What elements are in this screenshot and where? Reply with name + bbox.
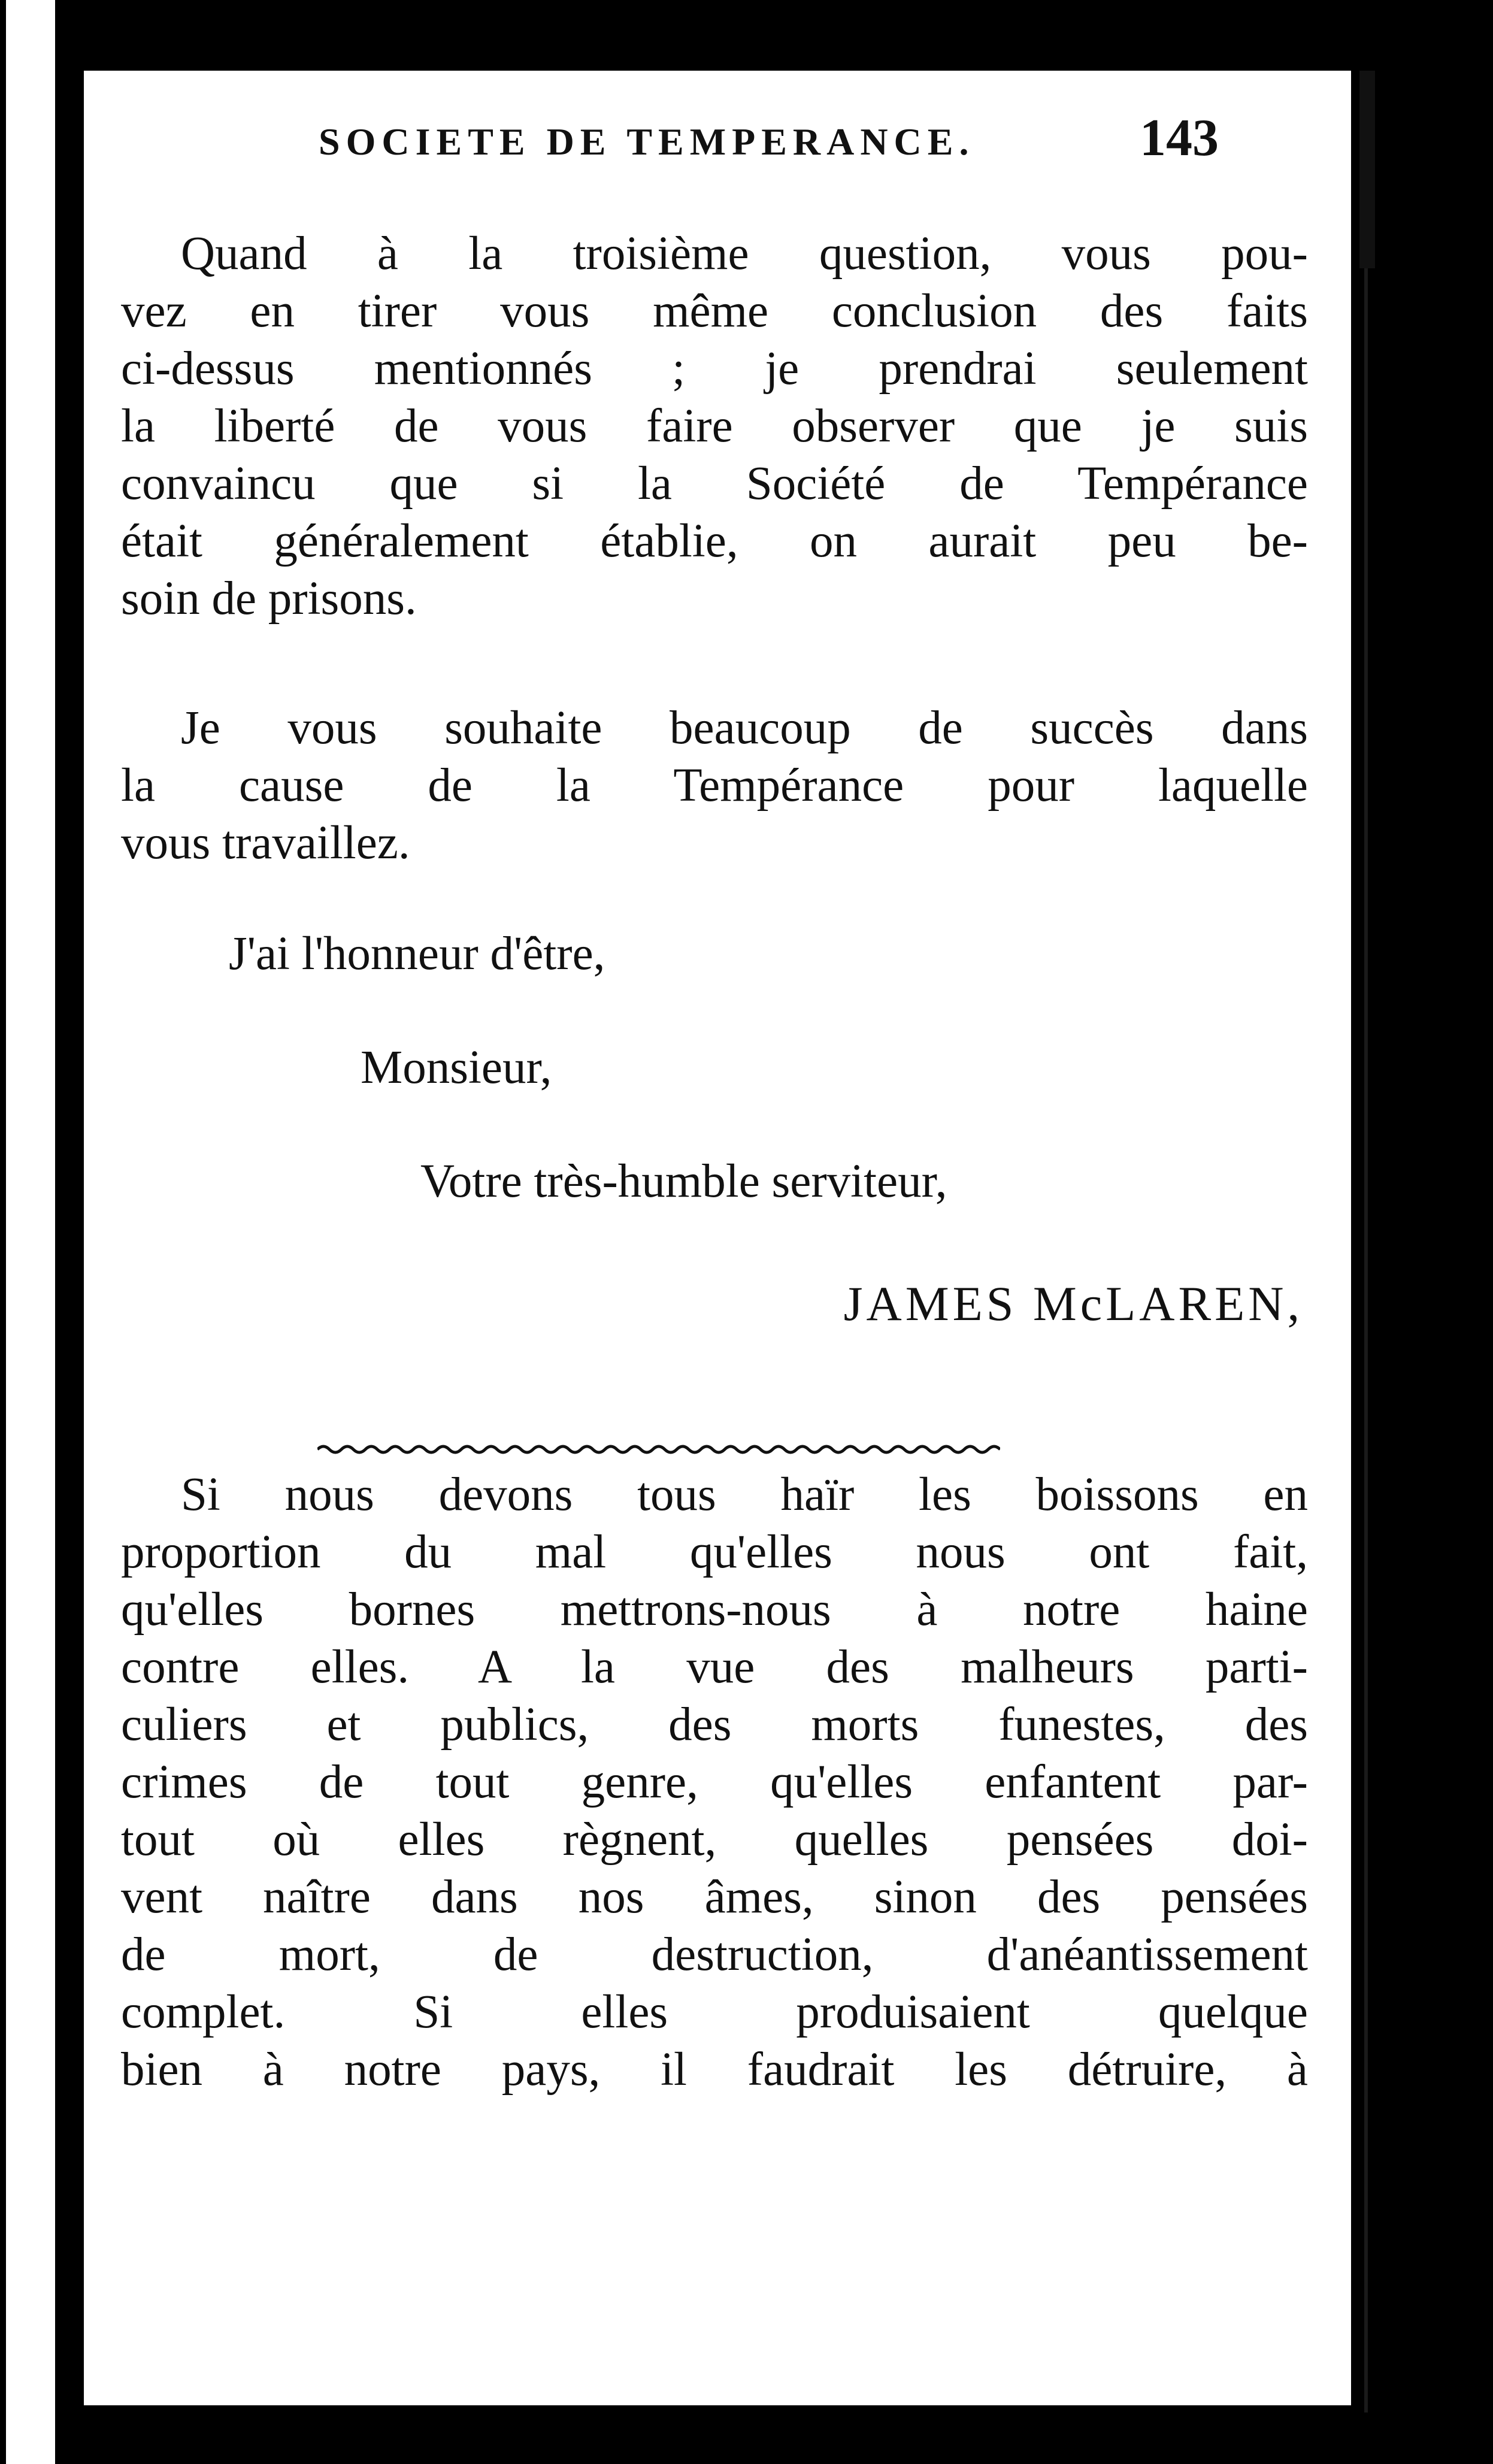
text-line: Je vous souhaite beaucoup de succès dans <box>181 702 1308 754</box>
closing-line-monsieur: Monsieur, <box>361 1042 552 1094</box>
paragraph-third-question <box>121 225 1308 628</box>
text-line: la liberté de vous faire observer que je suis <box>121 400 1308 452</box>
text-line: ci-dessus mentionnés ; je prendrai seulement <box>121 343 1308 395</box>
text-line: de mort, de destruction, d'anéantissement <box>121 1929 1308 1981</box>
text-line: culiers et publics, des morts funestes, des <box>121 1699 1308 1751</box>
text-line: Si nous devons tous haïr les boissons en <box>181 1469 1308 1521</box>
text-line: contre elles. A la vue des malheurs parti- <box>121 1641 1308 1693</box>
decorative-wavy-rule <box>317 1442 1000 1457</box>
text-line: Quand à la troisième question, vous pou- <box>181 228 1308 280</box>
paragraph-boissons <box>121 1466 1308 2099</box>
text-line: convaincu que si la Société de Tempérance <box>121 458 1308 510</box>
page-number: 143 <box>1140 109 1219 167</box>
text-line: vous travaillez. <box>121 817 410 869</box>
text-line: qu'elles bornes mettrons-nous à notre haine <box>121 1584 1308 1636</box>
text-line: proportion du mal qu'elles nous ont fait, <box>121 1526 1308 1578</box>
text-line: crimes de tout genre, qu'elles enfantent par- <box>121 1756 1308 1808</box>
text-line: complet. Si elles produisaient quelque <box>121 1986 1308 2038</box>
signature-name: JAMES McLAREN, <box>843 1276 1303 1331</box>
right-margin-strip <box>1359 71 1375 268</box>
closing-line-honneur: J'ai l'honneur d'être, <box>229 928 605 980</box>
running-head: SOCIETE DE TEMPERANCE. <box>319 120 975 163</box>
right-margin-line <box>1364 268 1368 2412</box>
closing-line-serviteur: Votre très-humble serviteur, <box>420 1155 947 1207</box>
text-line: soin de prisons. <box>121 573 417 625</box>
text-line: vent naître dans nos âmes, sinon des pensées <box>121 1871 1308 1923</box>
paragraph-wishes <box>121 700 1308 872</box>
text-line: tout où elles règnent, quelles pensées doi- <box>121 1814 1308 1866</box>
text-line: la cause de la Tempérance pour laquelle <box>121 759 1308 812</box>
text-line: bien à notre pays, il faudrait les détruire, à <box>121 2044 1308 2096</box>
text-line: était généralement établie, on aurait peu be- <box>121 515 1308 567</box>
left-page-edge <box>0 0 55 2464</box>
text-line: vez en tirer vous même conclusion des faits <box>121 285 1308 337</box>
book-page <box>84 71 1351 2405</box>
